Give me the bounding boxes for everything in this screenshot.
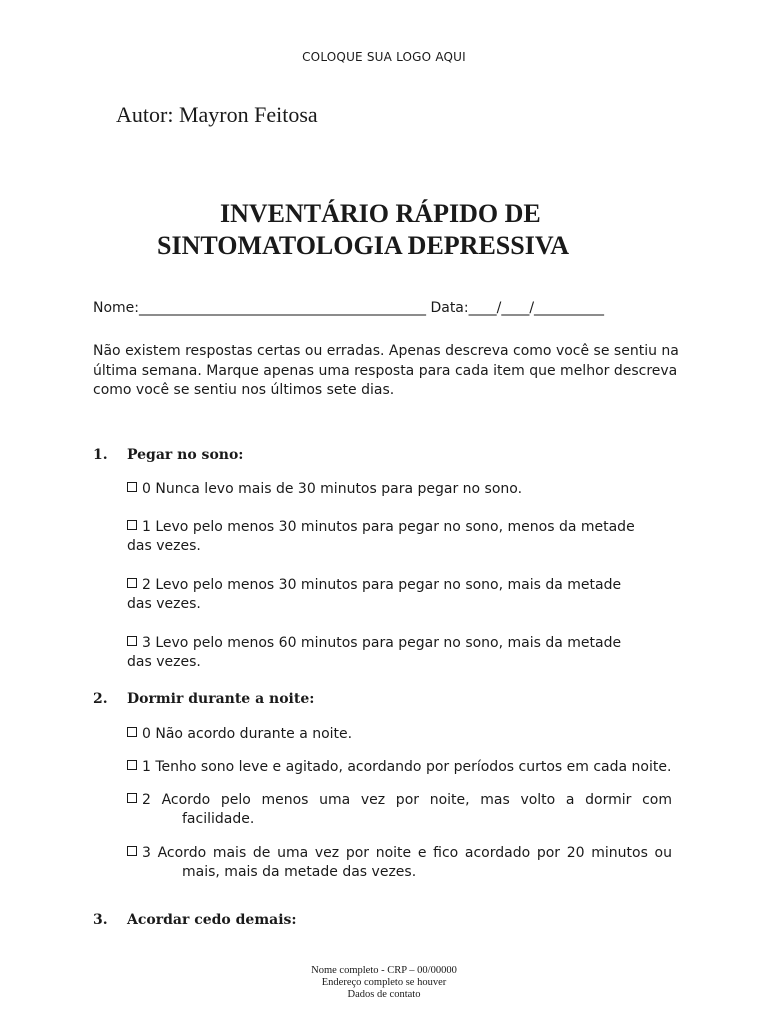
checkbox-icon[interactable]	[127, 846, 137, 856]
question-2-option-3[interactable]	[127, 844, 672, 882]
checkbox-icon[interactable]	[127, 482, 137, 492]
checkbox-icon[interactable]	[127, 793, 137, 803]
logo-placeholder: COLOQUE SUA LOGO AQUI	[302, 50, 466, 64]
checkbox-icon[interactable]	[127, 727, 137, 737]
document-title	[0, 198, 768, 262]
question-1-option-0[interactable]	[127, 480, 647, 499]
option-text: 1 Levo pelo menos 30 minutos para pegar no sono, menos da metade das vezes.	[127, 519, 635, 554]
footer-address: Endereço completo se houver	[321, 977, 447, 988]
footer-contact	[0, 965, 768, 1001]
checkbox-icon[interactable]	[127, 636, 137, 646]
option-text: 0 Nunca levo mais de 30 minutos para pegar no sono.	[142, 481, 523, 497]
question-1-number: 1.	[93, 447, 108, 463]
question-2-number: 2.	[93, 691, 108, 707]
question-1-option-3[interactable]	[127, 634, 647, 672]
checkbox-icon[interactable]	[127, 760, 137, 770]
option-text: 3 Acordo mais de uma vez por noite e fico acordado por 20 minutos ou mais, mais da metade das vezes.	[142, 845, 672, 880]
instructions: Não existem respostas certas ou erradas. Apenas descreva como você se sentiu na última semana. Marque apenas uma resposta para cada item que melhor descreva como você se sentiu nos últimos sete dias.	[93, 343, 679, 398]
option-text: 3 Levo pelo menos 60 minutos para pegar no sono, mais da metade das vezes.	[127, 635, 622, 670]
question-1-title: Pegar no sono:	[127, 447, 244, 463]
footer-contact-info: Dados de contato	[347, 989, 421, 1000]
question-2-option-1[interactable]	[127, 758, 672, 777]
question-3-title: Acordar cedo demais:	[127, 912, 297, 928]
question-3-number: 3.	[93, 912, 108, 928]
question-1-option-1[interactable]	[127, 518, 637, 556]
question-2-option-2[interactable]	[127, 791, 672, 829]
option-text: 1 Tenho sono leve e agitado, acordando por períodos curtos em cada noite.	[142, 759, 672, 775]
checkbox-icon[interactable]	[127, 578, 137, 588]
option-text: 0 Não acordo durante a noite.	[142, 726, 353, 742]
option-text: 2 Levo pelo menos 30 minutos para pegar no sono, mais da metade das vezes.	[127, 577, 622, 612]
checkbox-icon[interactable]	[127, 520, 137, 530]
title-line-2: SINTOMATOLOGIA DEPRESSIVA	[157, 231, 570, 260]
footer-name: Nome completo - CRP – 00/00000	[311, 965, 457, 976]
author-line: Autor: Mayron Feitosa	[116, 102, 318, 127]
question-1-option-2[interactable]	[127, 576, 647, 614]
name-date-field[interactable]: Nome:_________________________________________ Data:____/____/__________	[93, 300, 605, 316]
title-line-1: INVENTÁRIO RÁPIDO DE	[220, 199, 541, 228]
option-text: 2 Acordo pelo menos uma vez por noite, mas volto a dormir com facilidade.	[142, 792, 672, 827]
question-2-title: Dormir durante a noite:	[127, 691, 315, 707]
question-2-option-0[interactable]	[127, 725, 672, 744]
